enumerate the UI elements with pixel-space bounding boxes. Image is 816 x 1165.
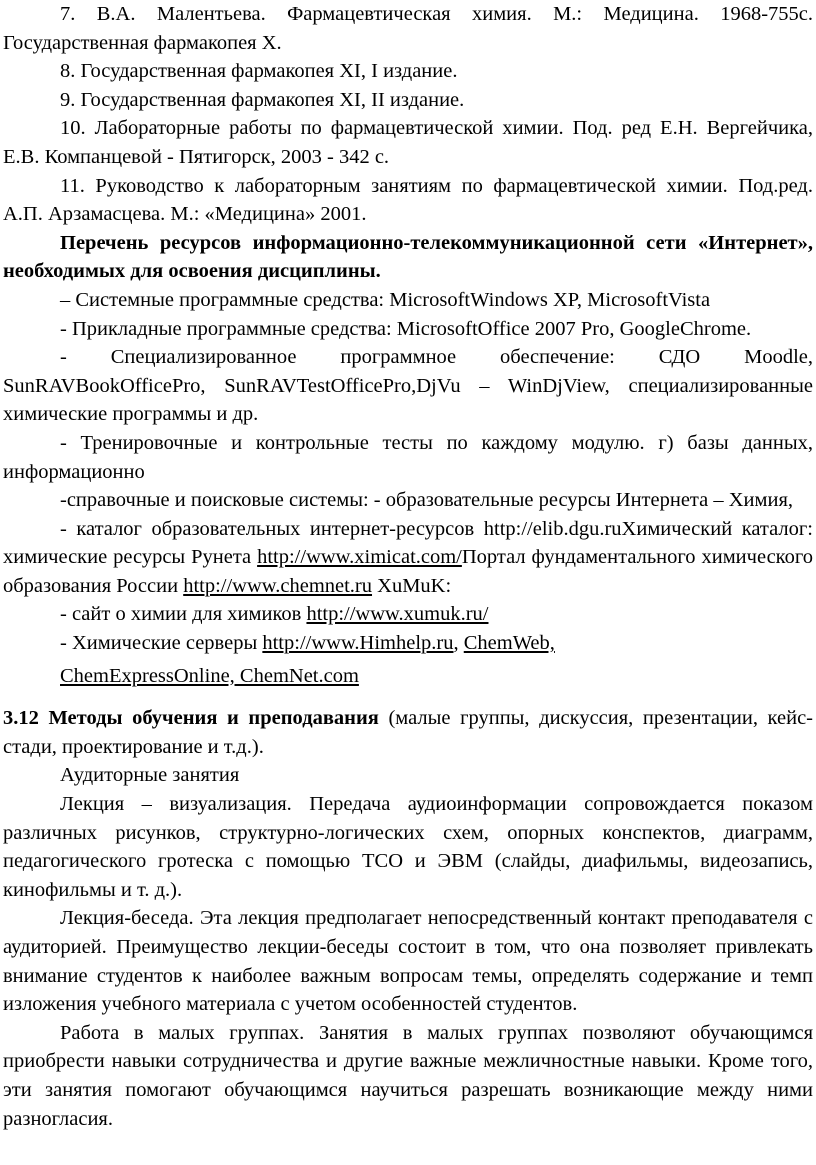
site-text: - сайт о химии для химиков	[60, 603, 307, 626]
catalog-text: - каталог образовательных интернет-ресурсов http://elib.dgu.ruХимический каталог: химические ресурсы Рунета	[3, 517, 813, 569]
xumuk-label: XuMuK:	[377, 574, 452, 597]
link-chemnet[interactable]: http://www.chemnet.ru	[183, 574, 373, 597]
servers-text: - Химические серверы	[60, 632, 263, 655]
applied-software-line: - Прикладные программные средства: MicrosoftOffice 2007 Pro, GoogleChrome.	[60, 317, 752, 340]
link-xumuk[interactable]: http://www.xumuk.ru/	[306, 603, 489, 626]
auditory-classes: Аудиторные занятия	[60, 764, 240, 787]
internet-resources-heading	[3, 229, 813, 286]
small-groups-work: Работа в малых группах. Занятия в малых группах позволяют обучающимся приобрести навыки сотрудничества и другие важные межличностные навыки. Кроме того, эти занятия помогают обучающимся научиться разрешать возникающие между ними разногласия.	[3, 1021, 813, 1130]
reference-10: 10. Лабораторные работы по фармацевтической химии. Под. ред Е.Н. Вергейчика, Е.В. Компанцевой - Пятигорск, 2003 - 342 с.	[3, 117, 813, 168]
document-page	[3, 0, 813, 1133]
link-chemweb[interactable]: ChemWeb,	[463, 632, 555, 655]
reference-7: 7. В.А. Малентьева. Фармацевтическая химия. М.: Медицина. 1968-755с.	[60, 3, 813, 25]
reference-systems-line: -справочные и поисковые системы: - образовательные ресурсы Интернета – Химия,	[60, 489, 794, 512]
portal-text: Портал фундаментального химического образования России	[3, 546, 813, 597]
special-software-line: - Специализированное программное обеспечение: СДО Moodle, SunRAVBookOfficePro, SunRAVTestOfficePro,DjVu – WinDjView, специализированные химические программы и др.	[3, 346, 813, 426]
section-gap	[3, 690, 813, 704]
chemistry-servers-line	[3, 629, 813, 658]
methods-heading-bold: 3.12 Методы обучения и преподавания	[3, 707, 379, 730]
tests-line: - Тренировочные и контрольные тесты по каждому модулю. г) базы данных, информационно	[3, 431, 813, 483]
lecture-visualization: Лекция – визуализация. Передача аудиоинформации сопровождается показом различных рисунков, структурно-логических схем, опорных конспектов, диаграмм, педагогического гротеска с помощью ТСО и ЭВМ (слайды, диафильмы, видеозапись, кинофильмы и т. д.).	[3, 793, 813, 901]
comma-separator: ,	[453, 632, 464, 655]
methods-heading-rest: (малые группы, дискуссия, презентации, кейс-стади, проектирование и т.д.).	[3, 707, 814, 758]
system-software-line: – Системные программные средства: MicrosoftWindows XP, MicrosoftVista	[60, 288, 711, 311]
reference-11: 11. Руководство к лабораторным занятиям по фармацевтической химии. Под.ред. А.П. Арзамасцева. М.: «Медицина» 2001.	[3, 174, 813, 226]
chemistry-site-line	[3, 600, 813, 629]
internet-resources-heading-text: Перечень ресурсов информационно-телекоммуникационной сети «Интернет», необходимых для освоения дисциплины.	[3, 231, 813, 283]
reference-7-continued: Государственная фармакопея X.	[3, 31, 282, 54]
link-chemexpress[interactable]: ChemExpressOnline, ChemNet.com	[60, 664, 359, 687]
reference-9: 9. Государственная фармакопея XI, II издание.	[60, 88, 465, 111]
link-himhelp[interactable]: http://www.Himhelp.ru	[262, 632, 454, 655]
lecture-conversation: Лекция-беседа. Эта лекция предполагает непосредственный контакт преподавателя с аудиторией. Преимущество лекции-беседы состоит в том, что она позволяет привлекать внимание студентов к наиболее важным вопросам темы, определять содержание и темп изложения учебного материала с учетом особенностей студентов.	[3, 907, 813, 1016]
reference-8: 8. Государственная фармакопея XI, I издание.	[60, 60, 458, 83]
methods-heading	[3, 704, 813, 761]
chemexpress-line	[3, 662, 813, 691]
link-ximicat[interactable]: http://www.ximicat.com/	[257, 546, 462, 569]
catalog-paragraph	[3, 515, 813, 601]
